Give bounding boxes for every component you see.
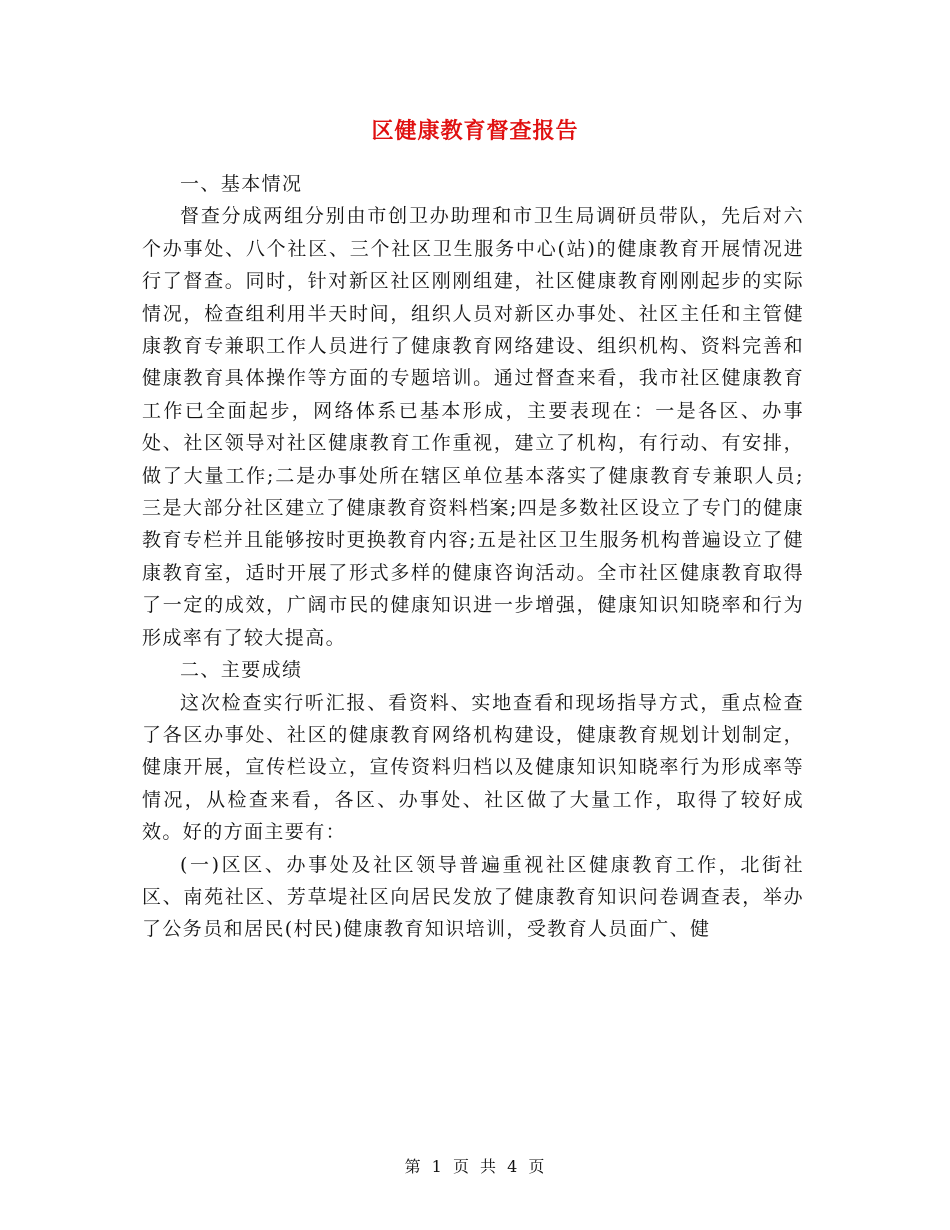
paragraph-leadership-attention: (一)区区、办事处及社区领导普遍重视社区健康教育工作，北街社区、南苑社区、芳草堤社区向居民发放了健康教育知识问卷调查表，举办了公务员和居民(村民)健康教育知识培训，受教育人员面广、健 <box>142 853 804 941</box>
paragraph-basic-situation: 督查分成两组分别由市创卫办助理和市卫生局调研员带队，先后对六个办事处、八个社区、三个社区卫生服务中心(站)的健康教育开展情况进行了督查。同时，针对新区社区刚刚组建，社区健康教育刚刚起步的实际情况，检查组利用半天时间，组织人员对新区办事处、社区主任和主管健康教育专兼职工作人员进行了健康教育网络建设、组织机构、资料完善和健康教育具体操作等方面的专题培训。通过督查来看，我市社区健康教育工作已全面起步，网络体系已基本形成，主要表现在：一是各区、办事处、社区领导对社区健康教育工作重视，建立了机构，有行动、有安排，做了大量工作;二是办事处所在辖区单位基本落实了健康教育专兼职人员;三是大部分社区建立了健康教育资料档案;四是多数社区设立了专门的健康教育专栏并且能够按时更换教育内容;五是社区卫生服务机构普遍设立了健康教育室，适时开展了形式多样的健康咨询活动。全市社区健康教育取得了一定的成效，广阔市民的健康知识进一步增强，健康知识知晓率和行为形成率有了较大提高。 <box>142 205 804 649</box>
page-footer: 第 1 页 共 4 页 <box>404 1157 546 1176</box>
section-heading-basic-situation: 一、基本情况 <box>180 173 303 195</box>
section-heading-main-achievements: 二、主要成绩 <box>180 659 303 682</box>
document-title: 区健康教育督查报告 <box>371 119 579 144</box>
document-body <box>142 168 804 946</box>
paragraph-inspection-method: 这次检查实行听汇报、看资料、实地查看和现场指导方式，重点检查了各区办事处、社区的健康教育网络机构建设，健康教育规划计划制定，健康开展，宣传栏设立，宣传资料归档以及健康知识知晓率行为形成率等情况，从检查来看，各区、办事处、社区做了大量工作，取得了较好成效。好的方面主要有： <box>142 691 804 844</box>
